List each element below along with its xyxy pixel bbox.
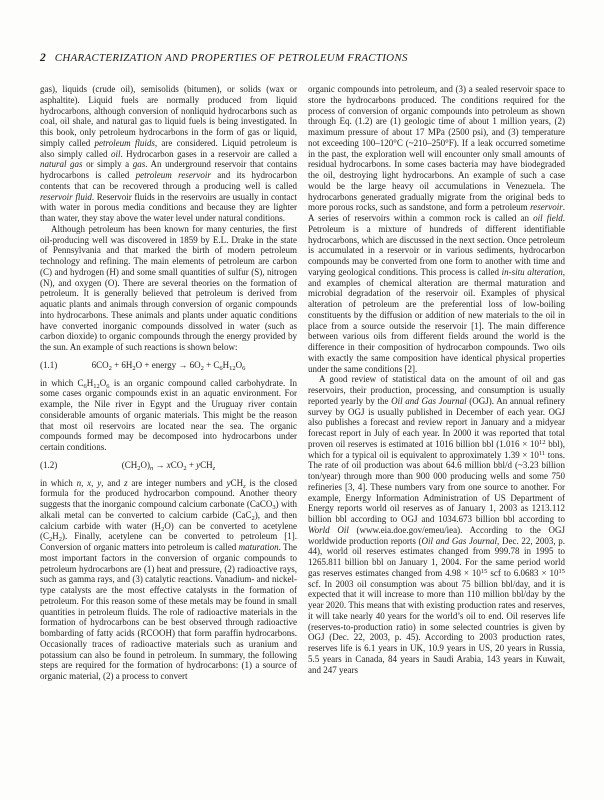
paragraph [40,84,297,224]
text-run: . A series of reservoirs within a common rock is called an [308,202,565,223]
text-run: 2 [251,514,255,522]
text-run: y [226,477,231,488]
text-run: and its hydrocarbon contents that can be recovered through a producing well is called [40,170,297,191]
text-run: , are considered. Liquid petroleum is also simply called [40,137,297,159]
left-column [40,84,297,682]
paragraph [40,478,297,682]
text-run: O) can be converted to acetylene (C [40,520,298,542]
text-run: A good review of statistical data on the amount of oil and gas reservoirs, their production, processing, and consumption is usually reported yearly by the [308,374,565,406]
text-run: 12 [229,364,236,372]
equation-body [92,360,246,370]
text-run: 6 [242,364,246,372]
text-run: (www.eia.doe.gov/emeu/iea). According to the OGJ worldwide production reports ( [308,524,565,546]
text-run: 2 [132,364,136,372]
text-run: or simply a [82,159,133,170]
text-run: gas), liquids (crude oil), semisolids (bitumen), or solids (wax or asphaltite). Liquid fuels are normally produced from liquid hydrocarbons, although conversion of nonliquid hydrocarbons such as coal, oil shale, and natural gas to liquid fuels is being investigated. In this book, only petroleum hydrocarbons in the form of gas or liquid, simply called [40,84,297,148]
running-title: CHARACTERIZATION AND PROPERTIES OF PETROLEUM FRACTIONS [54,52,408,64]
text-run: ). Finally, acetylene can be converted to petroleum [1]. Conversion of organic matters into petroleum is called [40,531,297,552]
text-run: Although petroleum has been known for many centuries, the first oil-producing well was discovered in 1859 by E.L. Drake in the state of Pennsylvania and that marked the birth of modern petroleum technology and refining. The main elements of petroleum are carbon (C) and hydrogen (H) and some small quantities of sulfur (S), nitrogen (N), and oxygen (O). There are several theories on the formation of petroleum. It is generally believed that petroleum is derived from aquatic plants and animals through conversion of organic compounds into hydrocarbons. These animals and plants under aquatic conditions have converted inorganic compounds dissolved in water (such as carbon dioxide) to organic compounds through the energy provided by the sun. An example of such reactions is shown below: [40,223,297,352]
text-run: ), and then calcium carbide with water (H [40,509,297,531]
text-run: + C [203,359,220,370]
text-run: 6 [83,382,87,390]
text-run: O) [140,459,151,470]
text-run: z [212,464,216,472]
text-run: 2 [58,536,62,544]
text-run: 11 [538,449,546,457]
paragraph [308,374,565,675]
page-header [40,52,566,64]
page-number: 2 [40,52,46,64]
text-run: 2 [137,464,141,472]
text-run: is an organic compound called carbohydrate. In some cases organic compounds exist in an aquatic environment. For example, the Nile river in Egypt and the Uruguay river contain considerable amounts of organic materials. This might be the reason that most oil reservoirs are located near the sea. The organic compounds formed may be decomposed into hydrocarbons under certain conditions. [40,377,297,452]
text-run: ) with alkali metal can be converted to calcium carbide (CaC [40,499,297,520]
equation [40,360,297,371]
text-run: , and examples of chemical alteration are thermal maturation and microbial degradation of the reservoir oil. Examples of physical alteration of petroleum are the preferential loss of low-boiling constituents by the diffusion or addition of new materials to the oil in place from a source outside the reservoir [1]. The main difference between various oils from different fields around the world is the difference in their composition of hydrocarbon compounds. Two oils with exactly the same composition have identical physical properties under the same conditions [2]. [308,266,566,374]
text-run: scf. In 2003 oil consumption was about 75 billion bbl/day, and it is expected that it will increase to more than 110 million bbl/day by the year 2020. This means that with existing production rates and reserves, it will take nearly 40 years for the world’s oil to end. Oil reserves life (reserves-to-production ratio) in some selected countries is given by OGJ (Dec. 22, 2003, p. 45). According to 2003 production rates, reserves life is 6.1 years in UK, 10.9 years in US, 20 years in Russia, 5.5 years in Canada, 84 years in Saudi Arabia, 143 years in Kuwait, and 247 years [308,578,565,675]
text-run: y [196,459,201,470]
text-run: y [97,477,102,488]
text-run: 2 [200,364,204,372]
paragraph [308,84,565,374]
text-run: . An underground reservoir that contains hydrocarbons is called [40,159,297,180]
text-run: H [222,359,230,370]
text-run: n [76,477,82,488]
text-run: in which C [40,377,84,388]
text-run: tons. The rate of oil production was about 64.6 million bbl/d (~3.23 billion ton/year) through more than 900 000 producing wells and some 750 refineries [3, 4]. These numbers vary from one source to another. For example, Energy Information Administration of US Department of Energy reports world oil reserves as of January 1, 2003 as 1213.112 billion bbl according to OGJ and 1034.673 billion bbl according to [308,449,565,524]
text-run: 12 [93,382,100,390]
text-run: z [124,477,128,488]
text-run: 6 [106,382,110,390]
text-run: → [153,459,167,470]
paragraph [40,378,297,453]
equation-label: (1.1) [40,359,58,370]
text-run: . Petroleum is a mixture of hundreds of different identifiable hydrocarbons, which are discussed in the next section. Once petroleum is accumulated in a reservoir or in various sediments, hydrocarbon compounds may be converted from one form to another with time and varying geological conditions. This process is called [308,213,565,277]
text-run: oil [110,148,121,159]
text-run: O [99,377,107,388]
text-run: H [86,377,94,388]
text-run: CH [200,459,213,470]
text-run: O + energy → 6O [135,359,201,370]
text-run: in which [40,477,77,488]
text-run: + [186,459,197,470]
text-run: gas [132,159,146,170]
text-run: , Dec. 22, 2003, p. 44), world oil reserves estimates changed from 999.78 in 1995 to 1265.811 billion bbl on January 1, 2004. For the same period world gas reserves estimates changed from 4.98 × 10 [308,535,565,578]
text-run: natural gas [40,159,83,170]
text-run: x [166,459,171,470]
text-run: 6CO [91,359,109,370]
equation [40,460,297,471]
right-column [308,84,565,682]
text-run: 2 [161,525,165,533]
text-run: . The most important factors in the conversion of organic compounds to petroleum hydrocarbons are (1) heat and pressure, (2) radioactive rays, such as gamma rays, and (3) catalytic reactions. Vanadium- and nickel-type catalysts are the most effective catalysts in the formation of petroleum. For this reason some of these metals may be found in small quantities in petroleum fluids. The role of radioactive materials in the formation of hydrocarbons can be best observed through radioactive bombarding of fatty acids (RCOOH) that form paraffin hydrocarbons. Occasionally traces of radioactive materials such as uranium and potassium can also be found in petroleum. In summary, the following steps are required for the formation of hydrocarbons: (1) a source of organic material, (2) a process to convert [40,542,297,681]
text-run: in-situ alteration [501,266,563,277]
text-run: 6 [219,364,223,372]
text-run: reservoir fluid [40,191,92,202]
equation-body [122,460,215,470]
text-run: maturation [238,542,279,552]
text-run: are integer numbers and [127,477,227,488]
text-run: petroleum fluids [94,137,155,148]
equation-label: (1.2) [40,459,58,470]
text-run: . Reservoir fluids in the reservoirs are usually in contact with water in porous media conditions and because they are lighter than water, they stay above the water level under natural conditions. [40,191,297,223]
text-run: reservoir [530,202,563,213]
text-columns [40,84,566,682]
text-run: CH [230,477,244,488]
text-run: is the closed formula for the produced hydrocarbon compound. Another theory suggests that the inorganic compound calcium carbonate (CaCO [40,477,298,509]
text-run: Oil and Gas Journal [421,535,498,546]
text-run: (CH [121,459,138,470]
text-run: 2 [183,464,187,472]
text-run: 15 [558,567,565,575]
text-run: , and [101,477,125,488]
text-run: 2 [49,536,53,544]
text-run: , [91,477,98,488]
text-run: (OGJ). An annual refinery survey by OGJ is usually published in December of each year. OGJ also publishes a forecast and review report in January and a midyear forecast report in July of each year. In 2000 it was reported that total proven oil reserves is estimated at 1016 billion bbl (1.016 × 10 [308,395,565,449]
text-run: Oil and Gas Journal [391,395,467,406]
text-run: z [243,482,246,490]
text-run: 12 [539,438,546,446]
text-run: x [87,477,92,488]
text-run: 3 [272,503,276,511]
text-run: O [235,359,243,370]
text-run: 15 [480,567,488,575]
text-run: oil field [533,213,563,223]
paragraph [40,224,297,353]
text-run: 2 [108,364,112,372]
text-run: World Oil [308,524,349,535]
text-run: CO [170,459,184,470]
text-run: petroleum reservoir [135,170,211,180]
text-run: n [150,464,154,472]
text-run: + 6H [111,359,133,370]
text-run: . Hydrocarbon gases in a reservoir are called a [120,148,297,159]
text-run: H [52,531,59,542]
text-run: , [81,477,88,488]
text-run: scf to 6.0683 × 10 [487,567,559,578]
text-run: organic compounds into petroleum, and (3) a sealed reservoir space to store the hydrocarbons produced. The conditions required for the process of conversion of organic compounds into petroleum as shown through Eq. (1.2) are (1) geologic time of about 1 million years, (2) maximum pressure of about 17 MPa (2500 psi), and (3) temperature not exceeding 100–120°C (~210–250°F). If a leak occurred sometime in the past, the exploration well will encounter only small amounts of residual hydrocarbons. In some cases bacteria may have biodegraded the oil, destroying light hydrocarbons. An example of such a case would be the large heavy oil accumulations in Venezuela. The hydrocarbons generated gradually migrate from the original beds to more porous rocks, such as sandstone, and form a petroleum [308,84,565,213]
text-run: bbl), which for a typical oil is equivalent to approximately 1.39 × 10 [308,438,565,460]
